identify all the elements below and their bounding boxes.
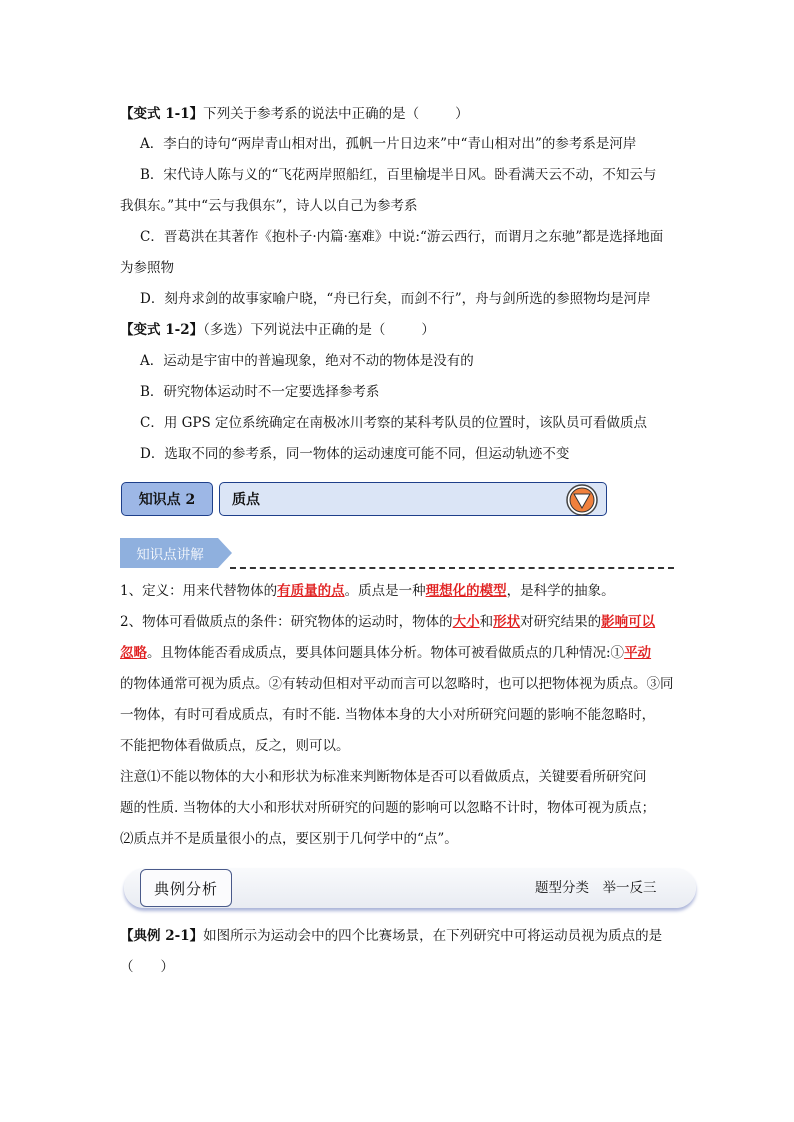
variant-1-2-question: 【变式 1-2】（多选）下列说法中正确的是（ ） (120, 322, 435, 338)
option-b-continued: 我俱东。”其中“云与我俱东”，诗人以自己为参考系 (120, 198, 418, 214)
option-a: A．运动是宇宙中的普遍现象，绝对不动的物体是没有的 (140, 353, 474, 369)
highlight-text: 理想化的模型 (425, 583, 507, 599)
option-a: A．李白的诗句“两岸青山相对出，孤帆一片日边来”中“青山相对出”的参考系是河岸 (140, 136, 637, 152)
option-c-continued: 为参照物 (120, 260, 174, 276)
option-d: D．刻舟求剑的故事家喻户晓，“舟已行矣，而剑不行”，舟与剑所选的参照物均是河岸 (140, 291, 651, 307)
highlight-text: 形状 (493, 614, 521, 630)
example-banner-title: 典例分析 (140, 869, 232, 907)
highlight-text: 忽略 (120, 645, 147, 661)
highlight-text: 影响可以 (601, 614, 656, 630)
explanation-tab-label: 知识点讲解 (136, 547, 204, 563)
note-line-3: ⑵质点并不是质量很小的点，要区别于几何学中的“点”。 (120, 831, 458, 847)
option-c: C．用 GPS 定位系统确定在南极冰川考察的某科考队员的位置时，该队员可看做质点 (140, 415, 648, 431)
note-line-1: 注意⑴不能以物体的大小和形状为标准来判断物体是否可以看做质点，关键要看所研究问 (120, 769, 647, 785)
chevron-down-circle-icon (566, 484, 598, 516)
option-c: C．晋葛洪在其著作《抱朴子·内篇·塞难》中说:“游云西行，而谓月之东驰”都是选择地面 (140, 229, 664, 245)
knowledge-point-title: 质点 (219, 482, 607, 516)
variant-1-2-label: 【变式 1-2】 (120, 322, 204, 338)
option-d: D．选取不同的参考系，同一物体的运动速度可能不同，但运动轨迹不变 (140, 446, 570, 462)
conditions-line-3: 的物体通常可视为质点。②有转动但相对平动而言可以忽略时，也可以把物体视为质点。③同 (120, 676, 674, 692)
example-banner-subtitle: 题型分类 举一反三 (535, 880, 657, 896)
variant-1-1-question: 【变式 1-1】下列关于参考系的说法中正确的是（ ） (120, 106, 469, 122)
example-2-1-stem: 如图所示为运动会中的四个比赛场景，在下列研究中可将运动员视为质点的是 (203, 928, 663, 944)
example-2-1-label: 【典例 2-1】 (120, 928, 204, 944)
highlight-text: 有质量的点 (277, 583, 345, 599)
example-2-1-answer-blank: （ ） (120, 959, 174, 975)
explanation-tab (120, 538, 232, 568)
conditions-line-1: 2、物体可看做质点的条件：研究物体的运动时，物体的大小和形状对研究结果的影响可以 (120, 614, 656, 630)
knowledge-point-number: 知识点 2 (121, 482, 213, 516)
highlight-text: 大小 (452, 614, 480, 630)
variant-1-1-label: 【变式 1-1】 (120, 106, 204, 122)
conditions-line-2: 忽略。且物体能否看成质点，要具体问题具体分析。物体可被看做质点的几种情况:①平动 (120, 645, 652, 661)
definition-line: 1、定义：用来代替物体的有质量的点。质点是一种理想化的模型，是科学的抽象。 (120, 583, 615, 599)
highlight-text: 平动 (624, 645, 652, 661)
dashed-divider (230, 567, 674, 569)
option-b: B．宋代诗人陈与义的“飞花两岸照船红，百里榆堤半日风。卧看满天云不动，不知云与 (140, 167, 657, 183)
note-line-2: 题的性质. 当物体的大小和形状对所研究的问题的影响可以忽略不计时，物体可视为质点； (120, 800, 656, 816)
conditions-line-4: 一物体，有时可看成质点，有时不能. 当物体本身的大小对所研究问题的影响不能忽略时， (120, 707, 656, 723)
option-b: B．研究物体运动时不一定要选择参考系 (140, 384, 380, 400)
variant-1-2-stem: （多选）下列说法中正确的是（ (203, 322, 386, 338)
example-2-1-question (120, 926, 662, 946)
variant-1-1-stem: 下列关于参考系的说法中正确的是（ (203, 106, 420, 122)
conditions-line-5: 不能把物体看做质点，反之，则可以。 (120, 738, 350, 754)
